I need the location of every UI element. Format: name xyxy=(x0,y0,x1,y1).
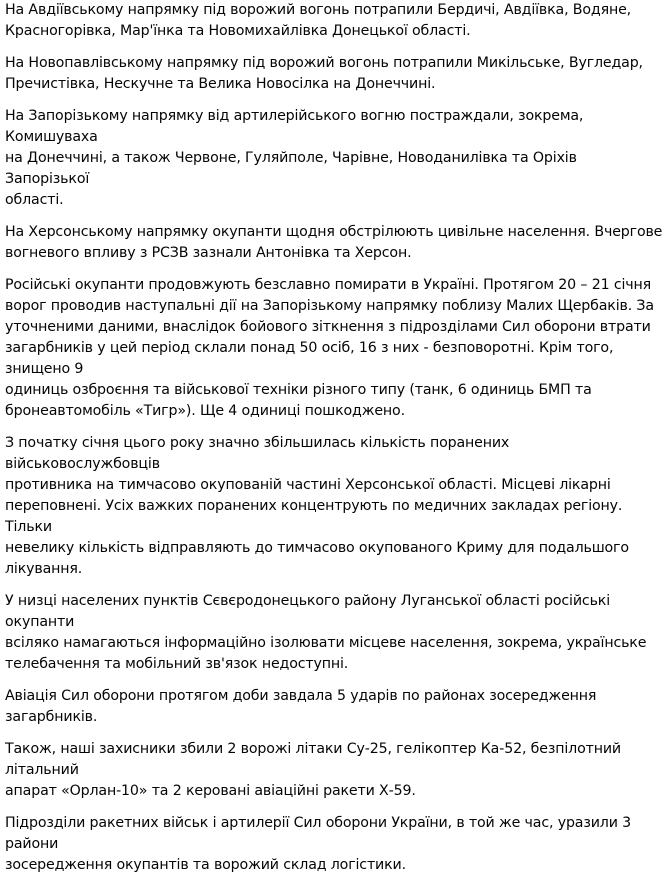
paragraph-enemy-losses: Російські окупанти продовжують безславно помирати в Україні. Протягом 20 – 21 січня ворог проводив наступальні дії на Запорізькому напрямку поблизу Малих Щербаків. За уточненими даними, внаслідок бойового зіткнення з підрозділами Сил оборони втрати загарбників у цей період склали понад 50 осіб, 16 з них - безповоротні. Крім того, знищено 9 одиниць озброєння та військової техніки різного типу (танк, 6 одиниць БМП та бронеавтомобіль «Тигр»). Ще 4 одиниці пошкоджено. xyxy=(5,277,654,419)
paragraph-avdiivka: На Авдіївському напрямку під ворожий вогонь потрапили Бердичі, Авдіївка, Водяне, Красногорівка, Мар'їнка та Новомихайлівка Донецької області. xyxy=(5,2,632,39)
paragraph-air-defense: Також, наші захисники збили 2 ворожі літаки Су-25, гелікоптер Ка-52, безпілотний літальний апарат «Орлан-10» та 2 керовані авіаційні ракети Х-59. xyxy=(5,741,621,799)
paragraph-luhansk: У низці населених пунктів Сєвєродонецького району Луганської області російські окупанти всіляко намагаються інформаційно ізолювати місцеве населення, зокрема, українське телебачення та мобільний зв'язок недоступні. xyxy=(5,593,647,672)
paragraph-zaporizhzhia: На Запорізькому напрямку від артилерійського вогню постраждали, зокрема, Комишуваха на Донеччині, а також Червоне, Гуляйполе, Чарівне, Новоданилівка та Оріхів Запорізької області. xyxy=(5,108,584,208)
post-text xyxy=(5,0,663,887)
paragraph-novopavlivka: На Новопавлівському напрямку під ворожий вогонь потрапили Микільське, Вугледар, Пречистівка, Нескучне та Велика Новосілка на Донеччині. xyxy=(5,55,643,92)
paragraph-wounded: З початку січня цього року значно збільшилась кількість поранених військовослужбовців противника на тимчасово окупованій частині Херсонської області. Місцеві лікарні переповнені. Усіх важких поранених концентрують по медичних закладах регіону. Тільки невелику кількість відправляють до тимчасово окупованого Криму для подальшого лікування. xyxy=(5,435,629,577)
paragraph-artillery: Підрозділи ракетних військ і артилерії Сил оборони України, в той же час, уразили 3 райони зосередження окупантів та ворожий склад логістики. xyxy=(5,815,632,873)
paragraph-kherson: На Херсонському напрямку окупанти щодня обстрілюють цивільне населення. Вчергове вогневого впливу з РСЗВ зазнали Антонівка та Херсон. xyxy=(5,224,663,261)
paragraph-aviation: Авіація Сил оборони протягом доби завдала 5 ударів по районах зосередження загарбників. xyxy=(5,688,597,725)
